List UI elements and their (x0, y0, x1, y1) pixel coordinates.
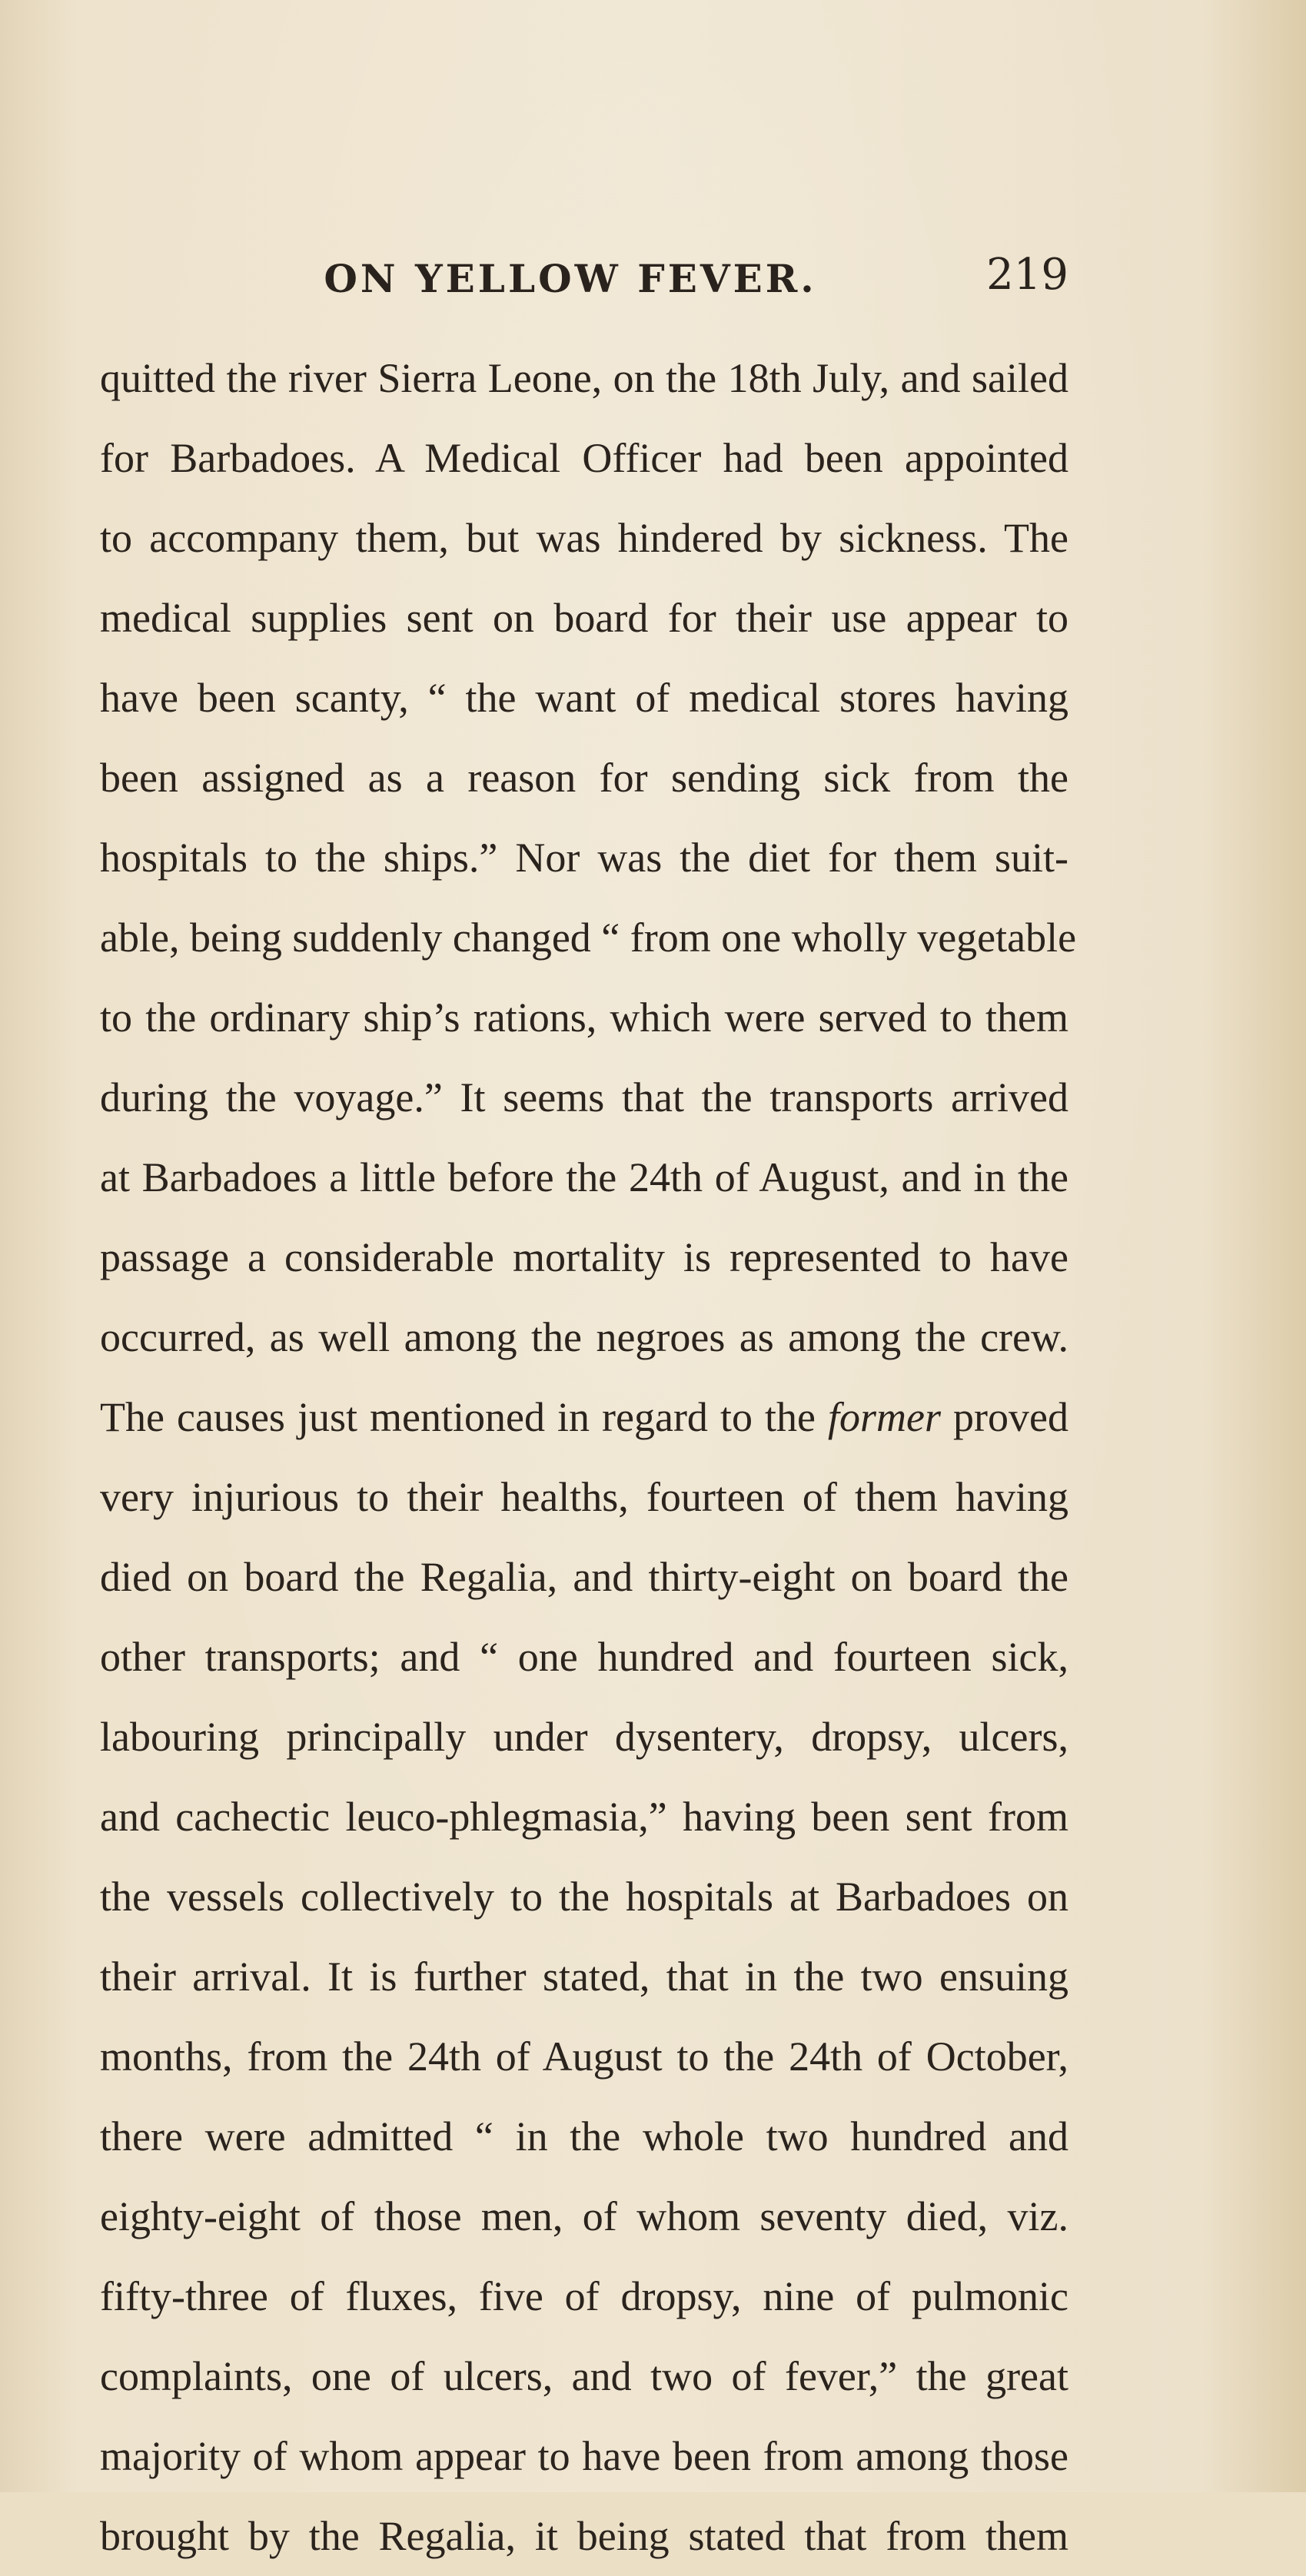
text-line: The causes just mentioned in regard to the former proved (100, 1394, 1069, 1440)
text-line: their arrival. It is further stated, that in the two ensuing (100, 1954, 1068, 2000)
text-line: fifty-three of fluxes, five of dropsy, nine of pulmonic (100, 2273, 1068, 2319)
text-line: died on board the Regalia, and thirty-eight on board the (100, 1554, 1068, 1600)
page-number: 219 (986, 250, 1068, 300)
text-line: for Barbadoes. A Medical Officer had been appointed (100, 435, 1068, 481)
text-line: to accompany them, but was hindered by sickness. The (100, 515, 1068, 561)
text-line: quitted the river Sierra Leone, on the 18th July, and sailed (100, 355, 1068, 401)
text-line: occurred, as well among the negroes as among the crew. (100, 1314, 1068, 1360)
text-line: hospitals to the ships.” Nor was the diet for them suit- (100, 835, 1068, 881)
text-line: able, being suddenly changed “ from one wholly vegetable (100, 915, 1077, 961)
text-line: the vessels collectively to the hospitals at Barbadoes on (100, 1874, 1068, 1920)
text-line: labouring principally under dysentery, dropsy, ulcers, (100, 1714, 1068, 1760)
text-line: been assigned as a reason for sending sick from the (100, 755, 1068, 801)
text-line: brought by the Regalia, it being stated that from them (100, 2513, 1068, 2559)
running-head (0, 250, 1306, 311)
text-line: at Barbadoes a little before the 24th of August, and in the (100, 1154, 1068, 1200)
text-line: months, from the 24th of August to the 24th of October, (100, 2033, 1068, 2080)
text-line: complaints, one of ulcers, and two of fever,” the great (100, 2353, 1068, 2399)
text-line: medical supplies sent on board for their use appear to (100, 595, 1068, 641)
text-line: majority of whom appear to have been from among those (100, 2433, 1068, 2479)
body-text (100, 338, 1077, 2576)
text-line: and cachectic leuco-phlegmasia,” having been sent from (100, 1794, 1068, 1840)
text-line: have been scanty, “ the want of medical stores having (100, 675, 1068, 721)
text-line: other transports; and “ one hundred and fourteen sick, (100, 1634, 1068, 1680)
text-line: there were admitted “ in the whole two hundred and (100, 2113, 1068, 2159)
text-line: during the voyage.” It seems that the transports arrived (100, 1074, 1068, 1120)
text-line: to the ordinary ship’s rations, which were served to them (100, 994, 1068, 1041)
running-title: ON YELLOW FEVER. (324, 256, 817, 301)
text-line: very injurious to their healths, fourteen of them having (100, 1474, 1068, 1520)
text-line: passage a considerable mortality is represented to have (100, 1234, 1068, 1280)
text-line: eighty-eight of those men, of whom seventy died, viz. (100, 2193, 1068, 2239)
